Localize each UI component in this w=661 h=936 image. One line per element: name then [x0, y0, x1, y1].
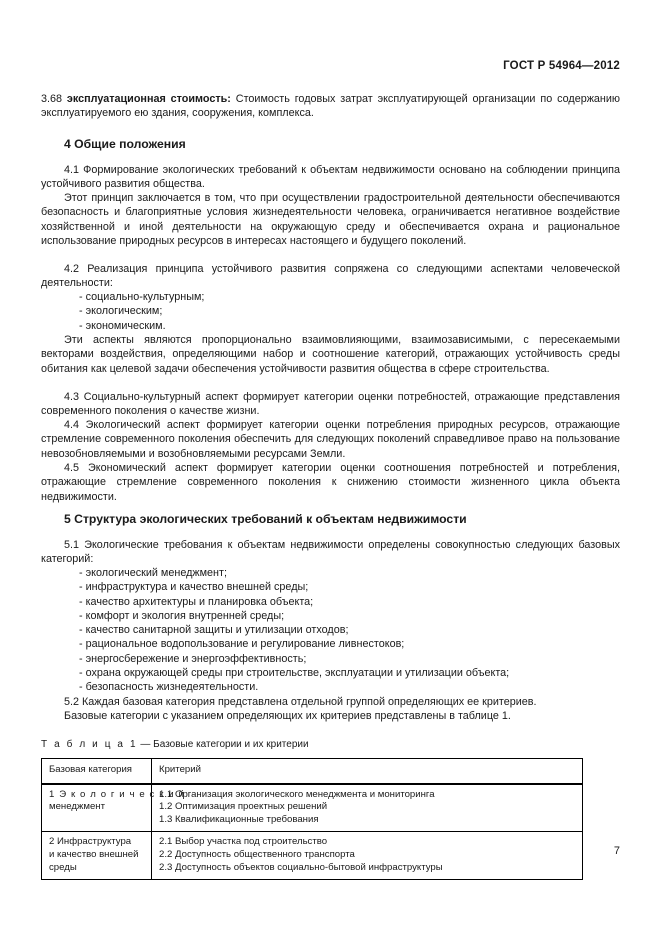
- paragraph-4-5: [41, 461, 620, 504]
- list-item: - инфраструктура и качество внешней среды;: [79, 581, 309, 594]
- table-cell-criteria: [152, 832, 583, 880]
- document-header-standard-number: ГОСТ Р 54964—2012: [503, 60, 620, 72]
- section-5-heading-wrap: [41, 512, 620, 527]
- clause-3-68-term: эксплуатационная стоимость:: [66, 93, 231, 105]
- list-item: - экологический менеджмент;: [79, 567, 227, 579]
- paragraph-5-1-text: 5.1 Экологические требования к объектам недвижимости определены совокупностью следующих базовых категорий:: [41, 539, 620, 566]
- category-name-line: 2 Инфраструктура: [49, 836, 132, 848]
- list-item: - экологическим;: [79, 305, 163, 318]
- clause-3-68-text: [41, 92, 620, 121]
- table-row: [42, 832, 583, 880]
- list-item: - комфорт и экология внутренней среды;: [79, 609, 285, 622]
- list-item: - качество санитарной защиты и утилизации отходов;: [79, 624, 349, 637]
- clause-3-68: [41, 92, 620, 121]
- table-cell-category: [42, 784, 185, 832]
- table-1: [41, 758, 583, 880]
- table-row: [42, 784, 583, 832]
- list-item: - безопасность жизнедеятельности.: [79, 681, 259, 694]
- section-4-heading: 4 Общие положения: [64, 137, 186, 151]
- paragraph-4-2-continued: [41, 333, 620, 376]
- aspect-list: [41, 290, 620, 333]
- paragraph-4-1: [41, 163, 620, 192]
- category-name-line: и качество внешней: [49, 848, 139, 860]
- section-5-heading: 5 Структура экологических требований к объектам недвижимости: [64, 512, 467, 526]
- paragraph-4-2-text: 4.2 Реализация принципа устойчивого развития сопряжена со следующими аспектами человеческой деятельности:: [41, 263, 620, 290]
- table-1-caption-rest: — Базовые категории и их критерии: [137, 739, 309, 750]
- table-1-wrap: [41, 758, 620, 880]
- criterion-item: 1.2 Оптимизация проектных решений: [159, 801, 328, 813]
- base-category-list: [41, 566, 620, 695]
- section-4-heading-wrap: [41, 137, 620, 152]
- criterion-item: 2.2 Доступность общественного транспорта: [159, 848, 355, 860]
- page-number: 7: [613, 845, 620, 857]
- table-header-cell-criterion: Критерий: [152, 759, 583, 784]
- paragraph-4-5-text: 4.5 Экономический аспект формирует категории оценки соотношения потребностей и потребления, отражающие стремление современного поколения к снижению стоимости жизненного цикла объекта недвижимости.: [41, 462, 620, 503]
- paragraph-5-2-line-2: Базовые категории с указанием определяющих их критериев представлены в таблице 1.: [64, 710, 511, 723]
- paragraph-4-2: [41, 262, 620, 291]
- paragraph-4-4-text: 4.4 Экологический аспект формирует категории оценки потребления природных ресурсов, отражающие стремление современного поколения обеспечить для следующих поколений справедливое право на пользование невозобновляемыми и возобновляемыми ресурсами Земли.: [41, 419, 620, 460]
- paragraph-4-2-continued-text: Эти аспекты являются пропорционально взаимовлияющими, взаимозависимыми, с пересекаемыми векторами воздействия, определяющими набор и соотношение категорий, отражающих устойчивость среды обитания как целевой задачи обеспечения устойчивости развития общества в сфере строительства.: [41, 334, 620, 375]
- list-item: - социально-культурным;: [79, 291, 205, 303]
- paragraph-5-1: [41, 538, 620, 567]
- criterion-item: 2.1 Выбор участка под строительство: [159, 836, 328, 848]
- paragraph-4-1-text: 4.1 Формирование экологических требований к объектам недвижимости основано на соблюдении принципа устойчивого развития общества.: [41, 164, 620, 191]
- list-item: - рациональное водопользование и регулирование ливнестоков;: [79, 638, 405, 651]
- category-name-line: среды: [49, 861, 77, 873]
- paragraph-4-3: [41, 390, 620, 419]
- table-cell-criteria: [152, 784, 583, 832]
- paragraph-5-2: [41, 695, 620, 724]
- table-1-caption-text: [41, 738, 620, 751]
- paragraph-4-4: [41, 418, 620, 461]
- table-1-caption-label: Т а б л и ц а 1: [41, 739, 138, 750]
- table-1-caption: [41, 738, 620, 751]
- list-item: - энергосбережение и энергоэффективность;: [79, 652, 307, 665]
- list-item: - экономическим.: [79, 319, 166, 332]
- category-name-line: 1 Э к о л о г и ч е с к и й: [49, 788, 185, 800]
- table-header-row: [42, 759, 583, 784]
- list-item: - качество архитектуры и планировка объекта;: [79, 595, 314, 608]
- criterion-item: 2.3 Доступность объектов социально-бытовой инфраструктуры: [159, 861, 443, 873]
- clause-3-68-definition: Стоимость годовых затрат эксплуатирующей организации по содержанию эксплуатируемого ею здания, сооружения, комплекса.: [41, 93, 621, 120]
- paragraph-4-1-continued: [41, 191, 620, 248]
- criterion-item: 1.1 Организация экологического менеджмента и мониторинга: [159, 788, 435, 800]
- category-name-line: менеджмент: [49, 801, 105, 813]
- paragraph-5-2-line-1: 5.2 Каждая базовая категория представлена отдельной группой определяющих ее критериев.: [64, 696, 537, 708]
- table-header-cell-category: Базовая категория: [42, 759, 152, 784]
- clause-3-68-number: 3.68: [41, 93, 63, 105]
- criterion-item: 1.3 Квалификационные требования: [159, 813, 319, 825]
- table-cell-category: [42, 832, 152, 880]
- paragraph-4-1-continued-text: Этот принцип заключается в том, что при осуществлении градостроительной деятельности обеспечиваются безопасность и благоприятные условия жизнедеятельности человека, ограничивается негативное воздействие хозяйственной и иной деятельности на окружающую среду и обеспечивается охрана и рациональное использование природных ресурсов в интересах настоящего и будущего поколений.: [41, 192, 620, 247]
- list-item: - охрана окружающей среды при строительстве, эксплуатации и утилизации объекта;: [79, 667, 510, 680]
- paragraph-4-3-text: 4.3 Социально-культурный аспект формирует категории оценки потребностей, отражающие представления современного поколения о качестве жизни.: [41, 391, 620, 418]
